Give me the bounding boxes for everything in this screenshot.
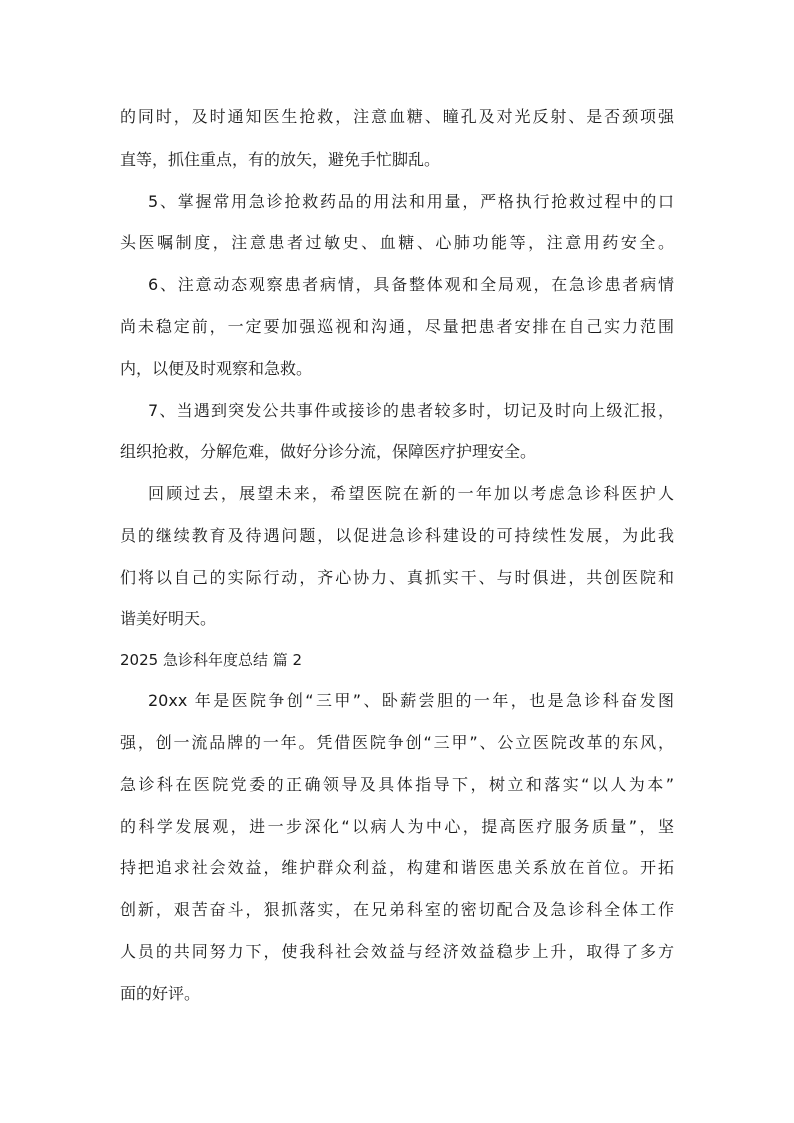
paragraph-line: 面的好评。 (120, 984, 201, 1003)
paragraph-line: 创新，艰苦奋斗，狠抓落实，在兄弟科室的密切配合及急诊科全体工作 (120, 900, 674, 919)
paragraph-line: 直等，抓住重点，有的放矢，避免手忙脚乱。 (120, 150, 441, 169)
paragraph-line: 6、注意动态观察患者病情，具备整体观和全局观，在急诊患者病情 (148, 275, 674, 294)
paragraph-line: 的科学发展观，进一步深化“以病人为中心，提高医疗服务质量”，坚 (120, 817, 674, 836)
paragraph-line: 20xx 年是医院争创“三甲”、卧薪尝胆的一年，也是急诊科奋发图 (148, 691, 674, 710)
paragraph-line: 人员的共同努力下，使我科社会效益与经济效益稳步上升，取得了多方 (120, 942, 674, 961)
paragraph-line: 谐美好明天。 (120, 609, 217, 628)
paragraph-line: 们将以自己的实际行动，齐心协力、真抓实干、与时俱进，共创医院和 (120, 568, 674, 587)
paragraph-line: 回顾过去，展望未来，希望医院在新的一年加以考虑急诊科医护人 (148, 484, 674, 503)
paragraph-line: 头医嘱制度，注意患者过敏史、血糖、心肺功能等，注意用药安全。 (120, 233, 674, 252)
paragraph-line: 的同时，及时通知医生抢救，注意血糖、瞳孔及对光反射、是否颈项强 (120, 107, 674, 126)
paragraph-line: 组织抢救，分解危难，做好分诊分流，保障医疗护理安全。 (120, 442, 537, 461)
paragraph-line: 急诊科在医院党委的正确领导及具体指导下，树立和落实“以人为本” (120, 775, 674, 794)
paragraph-line: 5、掌握常用急诊抢救药品的用法和用量，严格执行抢救过程中的口 (148, 192, 674, 211)
paragraph-line: 强，创一流品牌的一年。凭借医院争创“三甲”、公立医院改革的东风， (120, 733, 674, 752)
paragraph-line: 尚未稳定前，一定要加强巡视和沟通，尽量把患者安排在自己实力范围 (120, 317, 674, 336)
paragraph-line: 7、当遇到突发公共事件或接诊的患者较多时，切记及时向上级汇报， (148, 401, 674, 420)
paragraph-line: 员的继续教育及待遇问题，以促进急诊科建设的可持续性发展，为此我 (120, 526, 674, 545)
paragraph-line: 内，以便及时观察和急救。 (120, 359, 313, 378)
paragraph-line: 持把追求社会效益，维护群众利益，构建和谐医患关系放在首位。开拓 (120, 858, 674, 877)
section-heading: 2025 急诊科年度总结 篇 2 (120, 651, 303, 669)
